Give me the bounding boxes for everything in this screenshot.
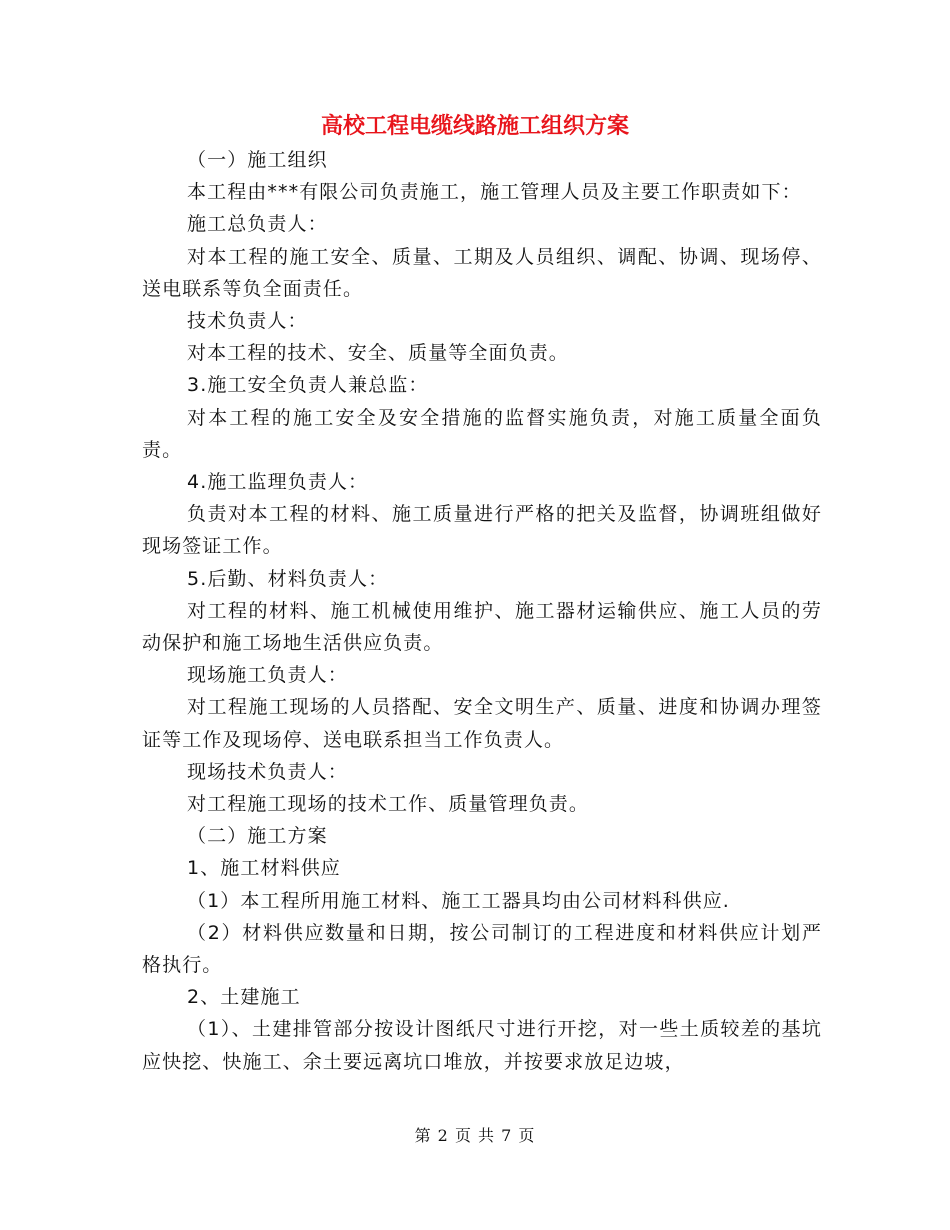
paragraph: 对本工程的施工安全、质量、工期及人员组织、调配、协调、现场停、送电联系等负全面责任。 xyxy=(142,245,822,300)
paragraph: 现场施工负责人： xyxy=(187,664,348,687)
paragraph: 技术负责人： xyxy=(187,310,308,333)
paragraph: 对本工程的施工安全及安全措施的监督实施负责，对施工质量全面负责。 xyxy=(142,406,822,461)
paragraph: （1）本工程所用施工材料、施工工器具均由公司材料科供应. xyxy=(187,889,730,912)
paragraph: 本工程由***有限公司负责施工，施工管理人员及主要工作职责如下： xyxy=(187,181,802,204)
paragraph: 负责对本工程的材料、施工质量进行严格的把关及监督，协调班组做好现场签证工作。 xyxy=(142,503,822,558)
paragraph: 5.后勤、材料负责人： xyxy=(187,567,389,590)
document-title: 高校工程电缆线路施工组织方案 xyxy=(320,113,629,139)
paragraph: 对工程施工现场的技术工作、质量管理负责。 xyxy=(187,793,590,816)
paragraph: （1）、土建排管部分按设计图纸尺寸进行开挖，对一些土质较差的基坑应快挖、快施工、余土要远离坑口堆放，并按要求放足边坡， xyxy=(142,1018,822,1073)
paragraph: 2、土建施工 xyxy=(187,986,301,1009)
document-body xyxy=(142,144,822,1078)
paragraph: 施工总负责人： xyxy=(187,213,328,236)
paragraph: 现场技术负责人： xyxy=(187,760,348,783)
paragraph: （二）施工方案 xyxy=(187,825,328,848)
paragraph: （2）材料供应数量和日期，按公司制订的工程进度和材料供应计划严格执行。 xyxy=(142,921,822,977)
paragraph: 1、施工材料供应 xyxy=(187,857,341,880)
paragraph: 对本工程的技术、安全、质量等全面负责。 xyxy=(187,342,569,365)
paragraph: 4.施工监理负责人： xyxy=(187,471,369,494)
paragraph: 3.施工安全负责人兼总监： xyxy=(187,374,429,397)
paragraph: 对工程的材料、施工机械使用维护、施工器材运输供应、施工人员的劳动保护和施工场地生活供应负责。 xyxy=(142,599,822,655)
page-footer: 第 2 页 共 7 页 xyxy=(414,1126,536,1145)
paragraph: 对工程施工现场的人员搭配、安全文明生产、质量、进度和协调办理签证等工作及现场停、送电联系担当工作负责人。 xyxy=(142,696,822,751)
paragraph: （一）施工组织 xyxy=(187,149,328,171)
